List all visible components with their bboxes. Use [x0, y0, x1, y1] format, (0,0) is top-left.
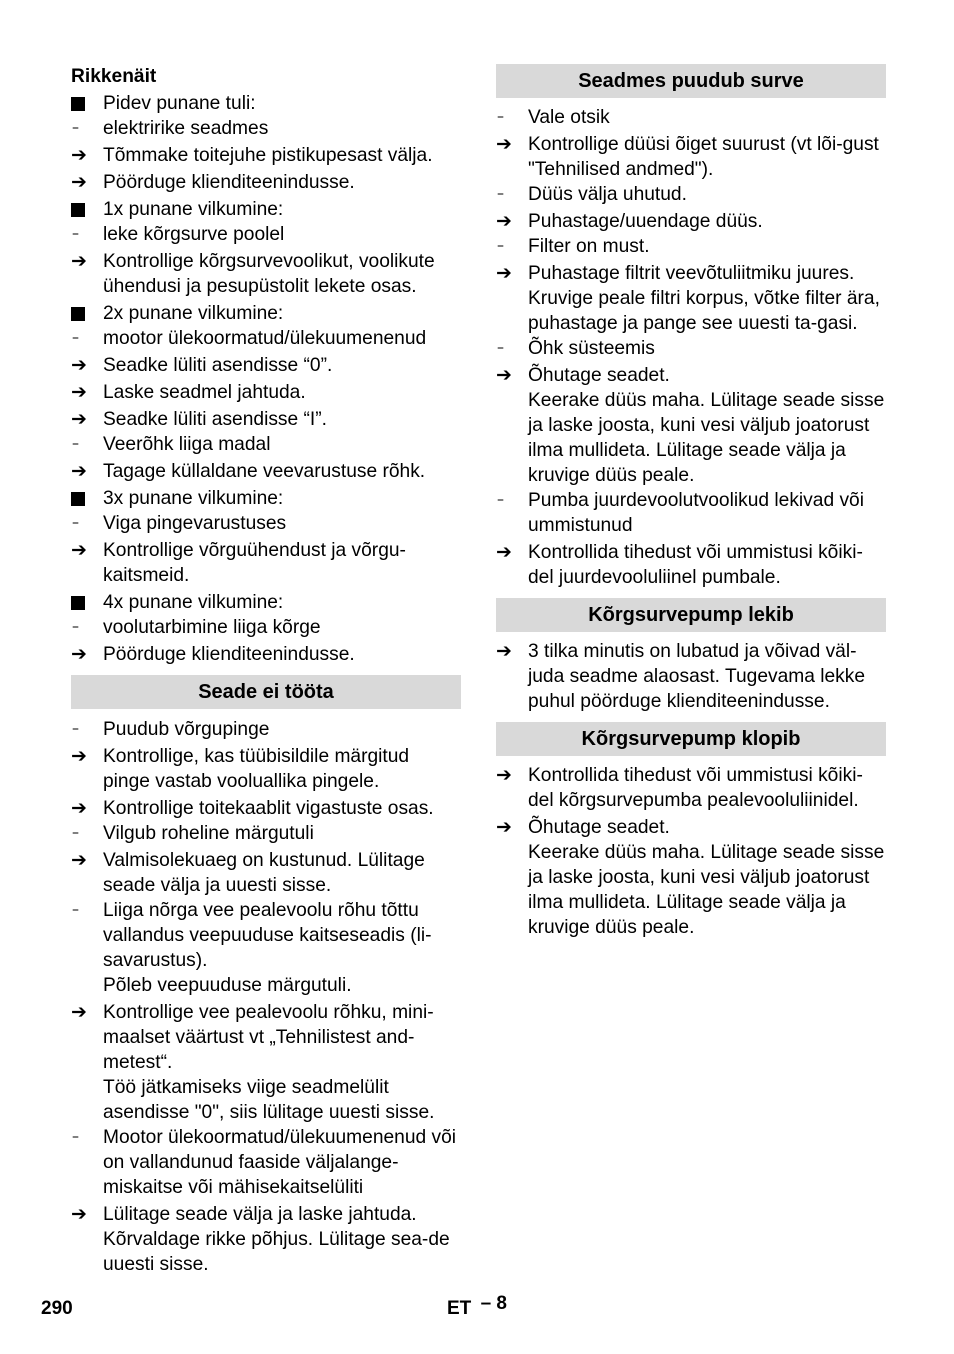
- list-item: [71, 898, 461, 973]
- list-item-text: Pöörduge klienditeenindusse.: [103, 644, 355, 665]
- arrow-right-icon: ➔: [71, 408, 87, 430]
- arrow-right-icon: ➔: [71, 381, 87, 403]
- square-bullet-icon: [71, 197, 93, 217]
- list-item-text: Õhutage seadet.: [528, 365, 670, 386]
- arrow-right-icon: ➔: [71, 1001, 87, 1023]
- footer-language: ET: [447, 1298, 472, 1319]
- list-item-text: Puudub võrgupinge: [103, 719, 270, 740]
- arrow-right-icon: ➔: [496, 764, 512, 786]
- list-item: [496, 286, 886, 336]
- square-bullet-icon: [71, 486, 93, 506]
- list-item: [496, 488, 886, 538]
- dash-bullet-icon: –: [497, 492, 504, 508]
- list-item-text: Mootor ülekoormatud/ülekuumenenud või on vallandunud faaside väljalange-miskaitse või mähisekaitselüliti: [103, 1127, 457, 1198]
- list-item: [496, 105, 886, 130]
- arrow-right-icon: ➔: [71, 144, 87, 166]
- footer-language-pagination: [447, 1293, 507, 1321]
- arrow-right-icon: ➔: [496, 210, 512, 232]
- dash-bullet-icon: –: [72, 619, 79, 635]
- list-item: [71, 486, 461, 511]
- arrow-right-icon: ➔: [71, 643, 87, 665]
- section-title-fault-indicators: Rikkenäit: [71, 66, 157, 87]
- dash-bullet-icon: –: [497, 340, 504, 356]
- list-item: [496, 132, 886, 182]
- no-pressure-list: [496, 105, 886, 590]
- list-item-text: Tagage küllaldane veevarustuse rõhk.: [103, 461, 426, 482]
- dash-bullet-icon: –: [72, 330, 79, 346]
- list-item-text: Kontrollida tihedust või ummistusi kõiki-del kõrgsurvepumba pealevooluliinidel.: [528, 765, 863, 811]
- arrow-right-icon: ➔: [71, 1203, 87, 1225]
- list-item: [71, 973, 461, 998]
- list-item-text: Liiga nõrga vee pealevoolu rõhu tõttu vallandus veepuuduse kaitseseadis (li-savarustus).: [103, 900, 432, 971]
- list-item: [496, 639, 886, 714]
- list-item: [496, 815, 886, 840]
- footer-subpage: – 8: [480, 1293, 507, 1314]
- list-item: [496, 261, 886, 286]
- list-item-text: Laske seadmel jahtuda.: [103, 382, 306, 403]
- list-item-text: Kontrollige võrguühendust ja võrgu-kaitsmeid.: [103, 540, 406, 586]
- arrow-right-icon: ➔: [496, 816, 512, 838]
- list-item: [71, 590, 461, 615]
- list-item: [496, 336, 886, 361]
- list-item-text: Seadke lüliti asendisse “0”.: [103, 355, 333, 376]
- list-item-text: Pumba juurdevoolutvoolikud lekivad või ummistunud: [528, 490, 864, 536]
- list-item: [496, 388, 886, 488]
- device-not-working-list: [71, 717, 461, 1277]
- list-item: [71, 116, 461, 141]
- list-item-text: 1x punane vilkumine:: [103, 199, 284, 220]
- list-item: [71, 848, 461, 898]
- arrow-right-icon: ➔: [71, 354, 87, 376]
- list-item-text: elektririke seadmes: [103, 118, 269, 139]
- square-bullet-icon: [71, 590, 93, 610]
- list-item: [71, 301, 461, 326]
- list-item: [71, 249, 461, 299]
- section-title-no-pressure: Seadmes puudub surve: [496, 64, 886, 98]
- pump-knocks-list: [496, 763, 886, 940]
- arrow-right-icon: ➔: [71, 849, 87, 871]
- arrow-right-icon: ➔: [496, 262, 512, 284]
- list-item: [496, 209, 886, 234]
- page-number: 290: [41, 1298, 73, 1319]
- arrow-right-icon: ➔: [71, 745, 87, 767]
- list-item-text: 2x punane vilkumine:: [103, 303, 284, 324]
- list-item-text: Viga pingevarustuses: [103, 513, 287, 534]
- list-item: [71, 744, 461, 794]
- list-item: [71, 91, 461, 116]
- list-item: [71, 407, 461, 432]
- arrow-right-icon: ➔: [496, 364, 512, 386]
- list-item-text: Kontrollige düüsi õiget suurust (vt lõi-gust "Tehnilised andmed").: [528, 134, 879, 180]
- arrow-right-icon: ➔: [71, 539, 87, 561]
- list-item-text: Vale otsik: [528, 107, 610, 128]
- list-item: [71, 1000, 461, 1075]
- list-item: [71, 796, 461, 821]
- left-column: [71, 64, 461, 1277]
- list-item: [71, 538, 461, 588]
- list-item-text: Puhastage filtrit veevõtuliitmiku juures.: [528, 263, 855, 284]
- list-item-text: 3x punane vilkumine:: [103, 488, 284, 509]
- list-item: [71, 222, 461, 247]
- list-item-text: leke kõrgsurve poolel: [103, 224, 285, 245]
- pump-leaks-list: [496, 639, 886, 714]
- right-column: [496, 64, 886, 940]
- dash-bullet-icon: –: [72, 436, 79, 452]
- list-item: [496, 234, 886, 259]
- square-bullet-icon: [71, 301, 93, 321]
- dash-bullet-icon: –: [72, 825, 79, 841]
- list-item-text: Keerake düüs maha. Lülitage seade sisse ja laske joosta, kuni vesi väljub joatorust ilma mullideta. Lülitage seade välja ja kruvige düüs peale.: [528, 842, 885, 938]
- list-item: [496, 540, 886, 590]
- list-item: [496, 363, 886, 388]
- list-item: [71, 642, 461, 667]
- list-item: [71, 717, 461, 742]
- list-item-text: Filter on must.: [528, 236, 650, 257]
- list-item-text: 4x punane vilkumine:: [103, 592, 284, 613]
- section-title-device-not-working: Seade ei tööta: [71, 675, 461, 709]
- list-item: [71, 170, 461, 195]
- list-item-text: Puhastage/uuendage düüs.: [528, 211, 763, 232]
- list-item-text: Seadke lüliti asendisse “I”.: [103, 409, 327, 430]
- dash-bullet-icon: –: [497, 109, 504, 125]
- list-item-text: Kontrollige toitekaablit vigastuste osas.: [103, 798, 434, 819]
- list-item: [71, 1125, 461, 1200]
- list-item-text: Düüs välja uhutud.: [528, 184, 687, 205]
- list-item-text: Valmisolekuaeg on kustunud. Lülitage seade välja ja uuesti sisse.: [103, 850, 425, 896]
- list-item-text: Tõmmake toitejuhe pistikupesast välja.: [103, 145, 433, 166]
- arrow-right-icon: ➔: [71, 797, 87, 819]
- list-item-text: Vilgub roheline märgutuli: [103, 823, 314, 844]
- list-item: [496, 840, 886, 940]
- list-item: [71, 380, 461, 405]
- list-item: [71, 353, 461, 378]
- list-item: [71, 1075, 461, 1125]
- arrow-right-icon: ➔: [71, 250, 87, 272]
- list-item-text: mootor ülekoormatud/ülekuumenenud: [103, 328, 427, 349]
- list-item: [71, 326, 461, 351]
- list-item: [71, 143, 461, 168]
- list-item-text: Kontrollida tihedust või ummistusi kõiki-del juurdevooluliinel pumbale.: [528, 542, 863, 588]
- list-item-text: voolutarbimine liiga kõrge: [103, 617, 321, 638]
- list-item-text: Kruvige peale filtri korpus, võtke filter ära, puhastage ja pange see uuesti ta-gasi.: [528, 288, 880, 334]
- dash-bullet-icon: –: [497, 238, 504, 254]
- list-item-text: Kontrollige, kas tüübisildile märgitud pinge vastab vooluallika pingele.: [103, 746, 410, 792]
- dash-bullet-icon: –: [72, 120, 79, 136]
- dash-bullet-icon: –: [72, 721, 79, 737]
- list-item-text: Pöörduge klienditeenindusse.: [103, 172, 355, 193]
- list-item: [71, 197, 461, 222]
- list-item: [71, 615, 461, 640]
- list-item-text: Õhutage seadet.: [528, 817, 670, 838]
- arrow-right-icon: ➔: [496, 541, 512, 563]
- dash-bullet-icon: –: [72, 1129, 79, 1145]
- list-item: [496, 182, 886, 207]
- list-item: [71, 459, 461, 484]
- list-item: [71, 821, 461, 846]
- list-item-text: 3 tilka minutis on lubatud ja võivad väl-juda seadme alaosast. Tugevama lekke puhul pöörduge klienditeenindusse.: [528, 641, 866, 712]
- list-item-text: Keerake düüs maha. Lülitage seade sisse ja laske joosta, kuni vesi väljub joatorust ilma mullideta. Lülitage seade välja ja kruvige düüs peale.: [528, 390, 885, 486]
- list-item-text: Õhk süsteemis: [528, 338, 655, 359]
- list-item-text: Põleb veepuuduse märgutuli.: [103, 975, 352, 996]
- list-item-text: Lülitage seade välja ja laske jahtuda. Kõrvaldage rikke põhjus. Lülitage sea-de uuesti sisse.: [103, 1204, 450, 1275]
- arrow-right-icon: ➔: [496, 133, 512, 155]
- arrow-right-icon: ➔: [496, 640, 512, 662]
- dash-bullet-icon: –: [72, 902, 79, 918]
- square-bullet-icon: [71, 91, 93, 111]
- dash-bullet-icon: –: [72, 515, 79, 531]
- list-item-text: Pidev punane tuli:: [103, 93, 256, 114]
- list-item-text: Kontrollige vee pealevoolu rõhku, mini-maalset väärtust vt „Tehnilistest and-metest“.: [103, 1002, 434, 1073]
- dash-bullet-icon: –: [497, 186, 504, 202]
- list-item: [71, 432, 461, 457]
- arrow-right-icon: ➔: [71, 460, 87, 482]
- arrow-right-icon: ➔: [71, 171, 87, 193]
- list-item: [496, 763, 886, 813]
- list-item: [71, 1202, 461, 1277]
- section-title-pump-knocks: Kõrgsurvepump klopib: [496, 722, 886, 756]
- list-item-text: Veerõhk liiga madal: [103, 434, 271, 455]
- list-item-text: Töö jätkamiseks viige seadmelülit asendisse "0", siis lülitage uuesti sisse.: [103, 1077, 435, 1123]
- dash-bullet-icon: –: [72, 226, 79, 242]
- list-item: [71, 511, 461, 536]
- fault-indicator-list: [71, 91, 461, 667]
- list-item-text: Kontrollige kõrgsurvevoolikut, voolikute ühendusi ja pesupüstolit lekete osas.: [103, 251, 435, 297]
- section-title-pump-leaks: Kõrgsurvepump lekib: [496, 598, 886, 632]
